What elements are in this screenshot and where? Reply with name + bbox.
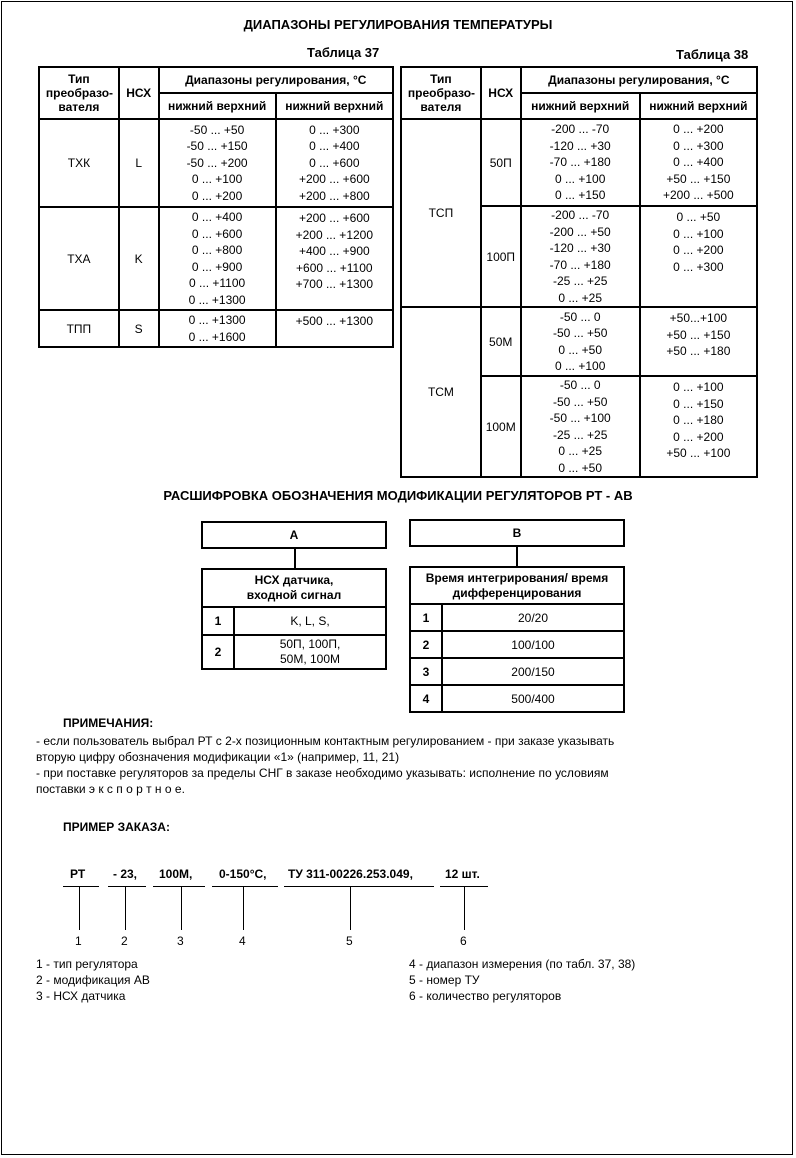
- t37-header-nsx: НСХ: [119, 67, 159, 119]
- table-row: 2 50П, 100П, 50М, 100М: [202, 635, 386, 669]
- table-box-b: [409, 566, 625, 713]
- label-box-a: А: [201, 521, 387, 549]
- t37-low: 0 ... +1300 0 ... +1600: [159, 310, 276, 347]
- t38-nsx: 100М: [481, 376, 521, 477]
- page-title: ДИАПАЗОНЫ РЕГУЛИРОВАНИЯ ТЕМПЕРАТУРЫ: [243, 17, 553, 32]
- callout-num-3: 3: [177, 934, 184, 948]
- table-row: [39, 119, 393, 207]
- t37-subheader-high: нижний верхний: [276, 93, 393, 119]
- t38-subheader-low: нижний верхний: [521, 93, 640, 119]
- t38-high: +50...+100 +50 ... +150 +50 ... +180: [640, 307, 757, 376]
- t38-low: -200 ... -70 -200 ... +50 -120 ... +30 -70 ... +180 -25 ... +25 0 ... +25: [521, 206, 640, 307]
- note-line-4: поставки э к с п о р т н о е.: [36, 782, 185, 796]
- example-part-4: 0-150°С,: [219, 867, 267, 881]
- t38-header-ranges: Диапазоны регулирования, °С: [521, 67, 757, 93]
- t38-header-nsx: НСХ: [481, 67, 521, 119]
- t38-type: ТСП: [401, 119, 481, 307]
- t38-high: 0 ... +50 0 ... +100 0 ... +200 0 ... +300: [640, 206, 757, 307]
- table-38: [400, 66, 758, 478]
- t37-header-ranges: Диапазоны регулирования, °С: [159, 67, 393, 93]
- table-row: [401, 307, 757, 376]
- t38-high: 0 ... +200 0 ... +300 0 ... +400 +50 ... +150 +200 ... +500: [640, 119, 757, 206]
- underline-5: [284, 886, 434, 887]
- t37-type: ТХА: [39, 207, 119, 310]
- t37-low: -50 ... +50 -50 ... +150 -50 ... +200 0 ... +100 0 ... +200: [159, 119, 276, 207]
- legend-left-3: 3 - НСХ датчика: [36, 989, 126, 1003]
- underline-4: [212, 886, 278, 887]
- notes-title: ПРИМЕЧАНИЯ:: [63, 716, 154, 730]
- connector-b: [516, 547, 518, 567]
- decode-title: РАСШИФРОВКА ОБОЗНАЧЕНИЯ МОДИФИКАЦИИ РЕГУЛЯТОРОВ РТ - АВ: [163, 488, 633, 503]
- t38-high: 0 ... +100 0 ... +150 0 ... +180 0 ... +200 +50 ... +100: [640, 376, 757, 477]
- t38-low: -50 ... 0 -50 ... +50 0 ... +50 0 ... +100: [521, 307, 640, 376]
- legend-left-2: 2 - модификация АВ: [36, 973, 150, 987]
- tick-5: [350, 886, 351, 930]
- table-row: [39, 310, 393, 347]
- underline-1: [63, 886, 99, 887]
- t37-subheader-low: нижний верхний: [159, 93, 276, 119]
- legend-right-1: 4 - диапазон измерения (по табл. 37, 38): [409, 957, 636, 971]
- connector-a: [294, 549, 296, 569]
- t38-nsx: 50П: [481, 119, 521, 206]
- t37-nsx: S: [119, 310, 159, 347]
- legend-left-1: 1 - тип регулятора: [36, 957, 138, 971]
- underline-3: [153, 886, 205, 887]
- example-title: ПРИМЕР ЗАКАЗА:: [63, 820, 170, 834]
- note-line-2: вторую цифру обозначения модификации «1» (например, 11, 21): [36, 750, 400, 764]
- table-row: [39, 207, 393, 310]
- table-box-a: [201, 568, 387, 670]
- t37-type: ТХК: [39, 119, 119, 207]
- t37-nsx: L: [119, 119, 159, 207]
- tick-6: [464, 886, 465, 930]
- t38-type: ТСМ: [401, 307, 481, 477]
- t38-nsx: 100П: [481, 206, 521, 307]
- t37-high: 0 ... +300 0 ... +400 0 ... +600 +200 ... +600 +200 ... +800: [276, 119, 393, 207]
- tick-4: [243, 886, 244, 930]
- underline-2: [108, 886, 146, 887]
- t38-header-type: Тип преобразо- вателя: [401, 67, 481, 119]
- t37-high: +500 ... +1300: [276, 310, 393, 347]
- t37-low: 0 ... +400 0 ... +600 0 ... +800 0 ... +900 0 ... +1100 0 ... +1300: [159, 207, 276, 310]
- table-37: [38, 66, 394, 348]
- tick-2: [125, 886, 126, 930]
- t37-type: ТПП: [39, 310, 119, 347]
- table-row: [401, 119, 757, 206]
- table-row: 1 20/20: [410, 604, 624, 631]
- t37-nsx: K: [119, 207, 159, 310]
- table38-caption: Таблица 38: [676, 47, 749, 62]
- tick-3: [181, 886, 182, 930]
- t38-nsx: 50М: [481, 307, 521, 376]
- t38-low: -200 ... -70 -120 ... +30 -70 ... +180 0 ... +100 0 ... +150: [521, 119, 640, 206]
- legend-right-3: 6 - количество регуляторов: [409, 989, 562, 1003]
- label-box-b: В: [409, 519, 625, 547]
- callout-num-5: 5: [346, 934, 353, 948]
- example-part-1: РТ: [70, 867, 86, 881]
- t37-header-type: Тип преобразо- вателя: [39, 67, 119, 119]
- box-b-header: Время интегрирования/ время дифференцирования: [410, 567, 624, 604]
- callout-num-6: 6: [460, 934, 467, 948]
- legend-right-2: 5 - номер ТУ: [409, 973, 480, 987]
- table-row: 4 500/400: [410, 685, 624, 712]
- example-part-3: 100М,: [159, 867, 193, 881]
- table-row: 2 100/100: [410, 631, 624, 658]
- callout-num-1: 1: [75, 934, 82, 948]
- tick-1: [79, 886, 80, 930]
- table-row: 3 200/150: [410, 658, 624, 685]
- t38-low: -50 ... 0 -50 ... +50 -50 ... +100 -25 ... +25 0 ... +25 0 ... +50: [521, 376, 640, 477]
- example-part-2: - 23,: [113, 867, 138, 881]
- table37-caption: Таблица 37: [307, 45, 380, 60]
- example-part-5: ТУ 311-00226.253.049,: [288, 867, 413, 881]
- note-line-3: - при поставке регуляторов за пределы СНГ в заказе необходимо указывать: исполнение по условиям: [36, 766, 609, 780]
- box-a-header: НСХ датчика, входной сигнал: [202, 569, 386, 607]
- table-row: 1 K, L, S,: [202, 607, 386, 635]
- note-line-1: - если пользователь выбрал РТ с 2-х позиционным контактным регулированием - при заказе указывать: [36, 734, 615, 748]
- callout-num-2: 2: [121, 934, 128, 948]
- callout-num-4: 4: [239, 934, 246, 948]
- t38-subheader-high: нижний верхний: [640, 93, 757, 119]
- example-part-6: 12 шт.: [445, 867, 480, 881]
- t37-high: +200 ... +600 +200 ... +1200 +400 ... +900 +600 ... +1100 +700 ... +1300: [276, 207, 393, 310]
